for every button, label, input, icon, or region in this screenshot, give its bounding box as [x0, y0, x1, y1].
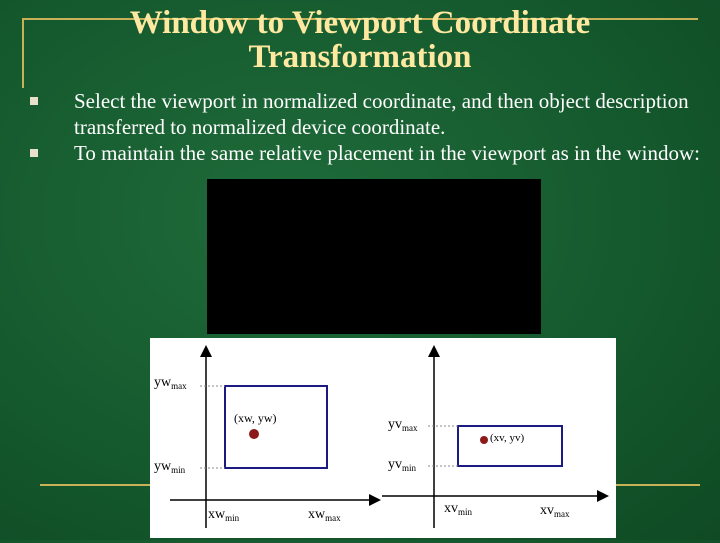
xw-min-main: xw: [208, 507, 226, 522]
xw-max-label: [308, 507, 341, 523]
yv-min-sub: min: [402, 463, 417, 473]
yw-max-sub: max: [171, 381, 187, 391]
frame-left-line: [22, 18, 28, 88]
bullet-item: [28, 140, 708, 166]
bullet-square-icon: [30, 149, 38, 157]
window-point-label: (xw, yw): [234, 411, 277, 425]
transformation-figure: [150, 338, 616, 538]
bullet-item: [28, 88, 708, 140]
xw-min-sub: min: [225, 513, 240, 523]
yw-min-main: yw: [154, 459, 172, 474]
yw-min-sub: min: [171, 465, 186, 475]
viewport-point-label: (xv, yv): [490, 432, 525, 444]
bullet-text: To maintain the same relative placement in the viewport as in the window:: [74, 141, 701, 165]
yv-max-label: [388, 417, 418, 433]
xw-max-main: xw: [308, 507, 326, 522]
xw-max-sub: max: [325, 513, 341, 523]
yw-max-main: yw: [154, 375, 172, 390]
yv-min-label: [388, 457, 417, 473]
figure-svg: [150, 338, 616, 538]
bullet-list: [28, 88, 708, 166]
xv-max-label: [540, 503, 570, 519]
slide-title: Window to Viewport Coordinate Transformation: [129, 5, 591, 75]
yw-min-label: [154, 459, 186, 475]
viewport-point: [480, 436, 488, 444]
black-image-placeholder: [207, 179, 541, 334]
yw-max-label: [154, 375, 187, 391]
bullet-square-icon: [30, 97, 38, 105]
xv-max-main: xv: [540, 503, 554, 518]
xv-min-main: xv: [444, 501, 458, 516]
yv-max-sub: max: [402, 423, 418, 433]
window-rect: [225, 386, 327, 468]
yv-min-main: yv: [388, 457, 402, 472]
bullet-text: Select the viewport in normalized coordinate, and then object description transferred to normalized device coordinate.: [74, 89, 689, 139]
xv-max-sub: max: [554, 509, 570, 519]
xv-min-sub: min: [458, 507, 473, 517]
xv-min-label: [444, 501, 473, 517]
yv-max-main: yv: [388, 417, 402, 432]
xw-min-label: [208, 507, 240, 523]
window-point: [249, 429, 259, 439]
